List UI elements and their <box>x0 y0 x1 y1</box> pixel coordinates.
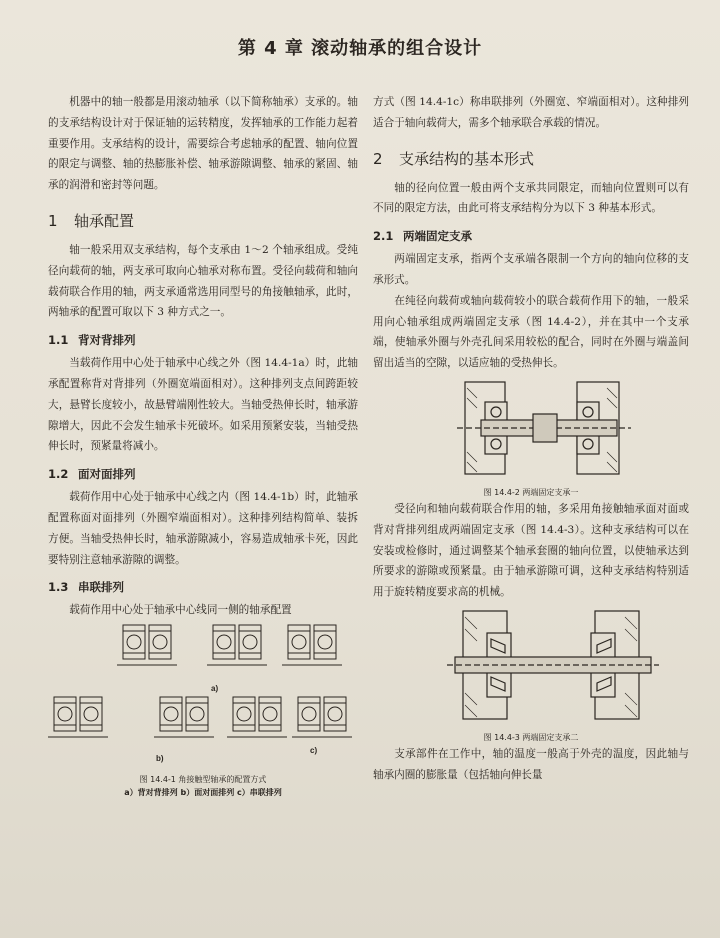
section-1-2-paragraph: 载荷作用中心处于轴承中心线之内（图 14.4-1b）时，此轴承配置称面对面排列（外圈窄端面相对）。这种排列结构简单、装拆方便。当轴受热伸长时，轴承游隙减小，容易造成轴承卡死，因此要特别注意轴承游隙的调整。 <box>48 491 358 566</box>
paragraph-after-figure-2: 受径向和轴向载荷联合作用的轴，多采用角接触轴承面对面或背对背排列组成两端固定支承（图 14.4-3）。这种支承结构可以在安装或检修时，通过调整某个轴承套圈的轴向位置，以使轴承达到所要求的游隙或预紧量。由于轴承游隙可调，这种支承结构特别适用于旋转精度要求高的机械。 <box>373 502 689 599</box>
section-2-1-paragraph-1: 两端固定支承，指两个支承端各限制一个方向的轴向位移的支承形式。 <box>373 253 689 286</box>
section-title: 背对背排列 <box>78 333 136 348</box>
section-1-1-heading <box>48 331 358 349</box>
section-1-2-heading <box>48 465 358 483</box>
intro-paragraph: 机器中的轴一般都是用滚动轴承（以下简称轴承）支承的。轴的支承结构设计对于保证轴的运转精度，发挥轴承的工作能力起着重要作用。支承结构的设计，需要综合考虑轴承的配置、轴向位置的限定与调整、轴的热膨胀补偿、轴承游隙调整、轴承的紧固、轴承的润滑和密封等问题。 <box>48 96 358 192</box>
fig1-label-b: b) <box>156 754 164 764</box>
section-number: 1.1 <box>48 333 69 348</box>
last-paragraph: 支承部件在工作中，轴的温度一般高于外壳的温度，因此轴与轴承内圈的膨胀量（包括轴向伸长量 <box>373 747 689 781</box>
left-column <box>48 92 358 799</box>
section-1-3-heading <box>48 578 358 596</box>
figure-14-4-3 <box>373 603 689 744</box>
section-number: 1.2 <box>48 467 69 482</box>
bearing-arrangement-diagram <box>48 621 358 773</box>
section-2-heading <box>373 148 689 170</box>
section-2-1-paragraph-2: 在纯径向载荷或轴向载荷较小的联合载荷作用下的轴，一般采用向心轴承组成两端固定支承（图 14.4-2），并在其中一个支承端，使轴承外圈与外壳孔间采用较松的配合，同时在外圈与端盖间留出适当的空隙，以适应轴的受热伸长。 <box>373 294 689 370</box>
section-1-paragraph: 轴一般采用双支承结构，每个支承由 1～2 个轴承组成。受纯径向载荷的轴，两支承可取向心轴承对称布置。受径向载荷和轴向载荷联合作用的轴，两支承通常选用同型号的角接触轴承，此时，两轴承的配置可取以下 3 种方式之一。 <box>48 243 358 319</box>
figure-14-4-2 <box>373 374 689 499</box>
fig1-label-a: a) <box>211 684 219 694</box>
section-1-3-paragraph: 载荷作用中心处于轴承中心线同一侧的轴承配置 <box>69 604 292 617</box>
section-number: 1 <box>48 211 58 230</box>
section-number: 2 <box>373 149 383 168</box>
section-title: 两端固定支承 <box>403 229 472 244</box>
figure-caption: 图 14.4-1 角接触型轴承的配置方式 <box>139 775 267 785</box>
figure-caption: 图 14.4-3 两端固定支承二 <box>483 732 579 742</box>
section-number: 1.3 <box>48 580 69 595</box>
section-title: 串联排列 <box>78 580 124 595</box>
section-2-paragraph: 轴的径向位置一般由两个支承共同限定，而轴向位置则可以有不同的限定方法，由此可将支承结构分为以下 3 种基本形式。 <box>373 181 689 215</box>
fig1-label-c: c) <box>310 746 318 756</box>
chapter-title: 第 4 章 滚动轴承的组合设计 <box>237 38 483 59</box>
figure-subcaption: a）背对背排列 b）面对面排列 c）串联排列 <box>124 788 282 798</box>
figure-14-4-1 <box>48 621 358 799</box>
continued-paragraph: 方式（图 14.4-1c）称串联排列（外圈宽、窄端面相对）。这种排列适合于轴向载荷大，需多个轴承联合承载的情况。 <box>373 96 689 129</box>
section-title: 轴承配置 <box>74 211 135 230</box>
section-1-heading <box>48 210 358 232</box>
section-title: 支承结构的基本形式 <box>399 149 535 168</box>
fixed-support-diagram-1 <box>373 374 689 486</box>
section-2-1-heading <box>373 227 689 245</box>
fixed-support-diagram-2 <box>373 603 689 731</box>
section-1-1-paragraph: 当载荷作用中心处于轴承中心线之外（图 14.4-1a）时，此轴承配置称背对背排列（外圈宽端面相对）。这种排列支点间跨距较大，悬臂长度较小，故悬臂端刚性较大。当轴受热伸长时，轴承游隙增大，因此不会发生轴承卡死破坏。如采用预紧安装，当轴受热伸长时，预紧量将减小。 <box>48 357 358 453</box>
section-title: 面对面排列 <box>78 467 136 482</box>
section-number: 2.1 <box>373 229 394 244</box>
right-column <box>373 92 689 786</box>
figure-caption: 图 14.4-2 两端固定支承一 <box>483 487 579 497</box>
